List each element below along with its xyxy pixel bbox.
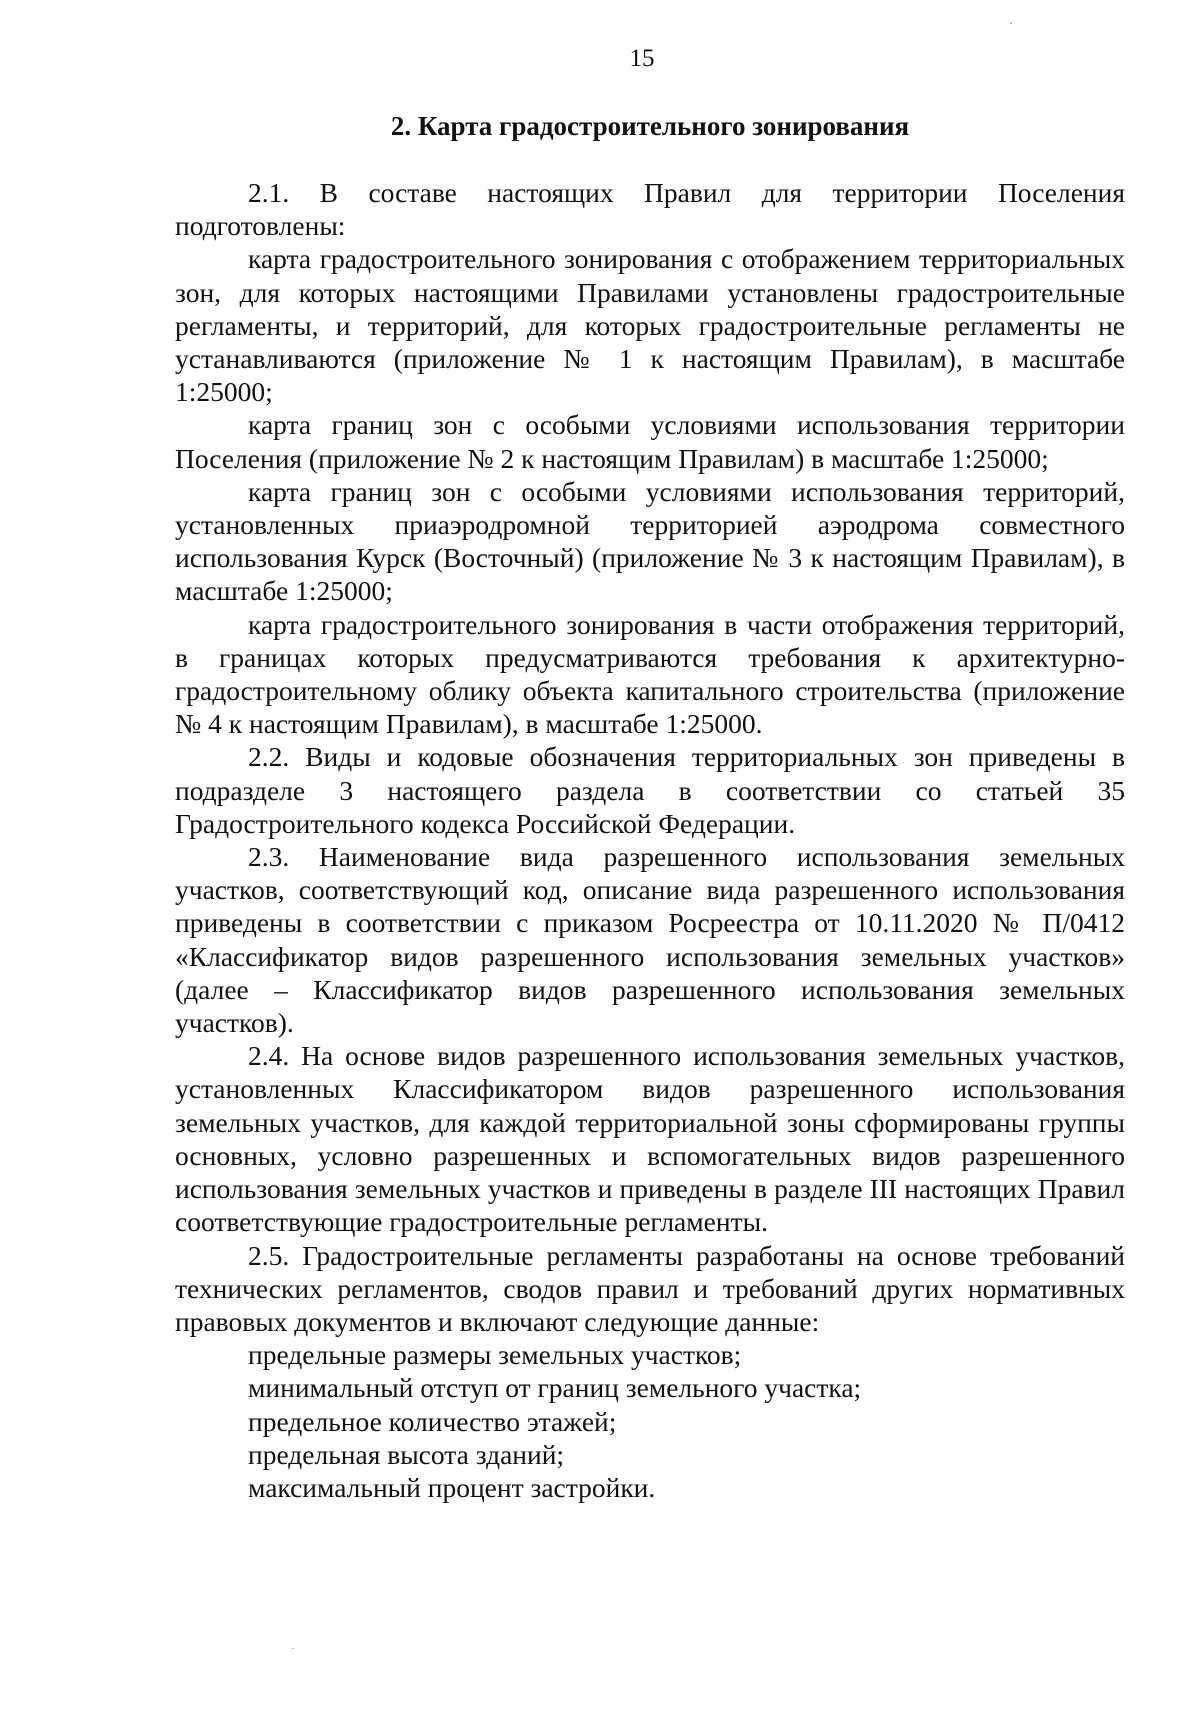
paragraph-2-5: 2.5. Градостроительные регламенты разработаны на основе требований технических регламентов, сводов правил и требований других нормативных правовых документов и включают следующие данные: — [175, 1239, 1125, 1337]
list-item: предельные размеры земельных участков; — [248, 1339, 742, 1371]
paragraph-2-2: 2.2. Виды и кодовые обозначения территориальных зон приведены в подразделе 3 настоящего раздела в соответствии со статьей 35 Градостроительного кодекса Российской Федерации. — [175, 741, 1125, 839]
paragraph-2-1: 2.1. В составе настоящих Правил для территории Поселения подготовлены: — [175, 177, 1125, 242]
list-item: предельная высота зданий; — [248, 1438, 565, 1470]
paragraph-map-architecture: карта градостроительного зонирования в части отображения территорий, в границах которых предусматриваются требования к архитектурно-градостроительному облику объекта капитального строительства (приложение № 4 к настоящим Правилам), в масштабе 1:25000. — [175, 608, 1125, 740]
list-item: предельное количество этажей; — [248, 1405, 617, 1437]
paragraph-map-zoning: карта градостроительного зонирования с отображением территориальных зон, для которых настоящими Правилами установлены градостроительные регламенты, и территорий, для которых градостроительные регламенты не устанавливаются (приложение № 1 к настоящим Правилам), в масштабе 1:25000; — [175, 243, 1125, 408]
document-body — [175, 176, 1125, 1504]
section-heading: 2. Карта градостроительного зонирования — [390, 111, 910, 141]
paragraph-2-4: 2.4. На основе видов разрешенного использования земельных участков, установленных Классификатором видов разрешенного использования земельных участков, для каждой территориальной зоны сформированы группы основных, условно разрешенных и вспомогательных видов разрешенного использования земельных участков и приведены в разделе III настоящих Правил соответствующие градостроительные регламенты. — [175, 1040, 1125, 1238]
list-item: максимальный процент застройки. — [248, 1471, 656, 1503]
paragraph-map-aerodrome: карта границ зон с особыми условиями использования территорий, установленных приаэродромной территорией аэродрома совместного использования Курск (Восточный) (приложение № 3 к настоящим Правилам), в масштабе 1:25000; — [175, 475, 1125, 607]
paragraph-2-3: 2.3. Наименование вида разрешенного использования земельных участков, соответствующий код, описание вида разрешенного использования приведены в соответствии с приказом Росреестра от 10.11.2020 № П/0412 «Классификатор видов разрешенного использования земельных участков» (далее – Классификатор видов разрешенного использования земельных участков). — [175, 841, 1125, 1039]
scan-artifact-mark — [292, 1648, 294, 1649]
list-item: минимальный отступ от границ земельного участка; — [248, 1372, 862, 1404]
scan-artifact-mark — [1010, 22, 1012, 24]
paragraph-map-special-zones: карта границ зон с особыми условиями использования территории Поселения (приложение № 2 к настоящим Правилам) в масштабе 1:25000; — [175, 409, 1125, 474]
page-number: 15 — [629, 45, 655, 72]
